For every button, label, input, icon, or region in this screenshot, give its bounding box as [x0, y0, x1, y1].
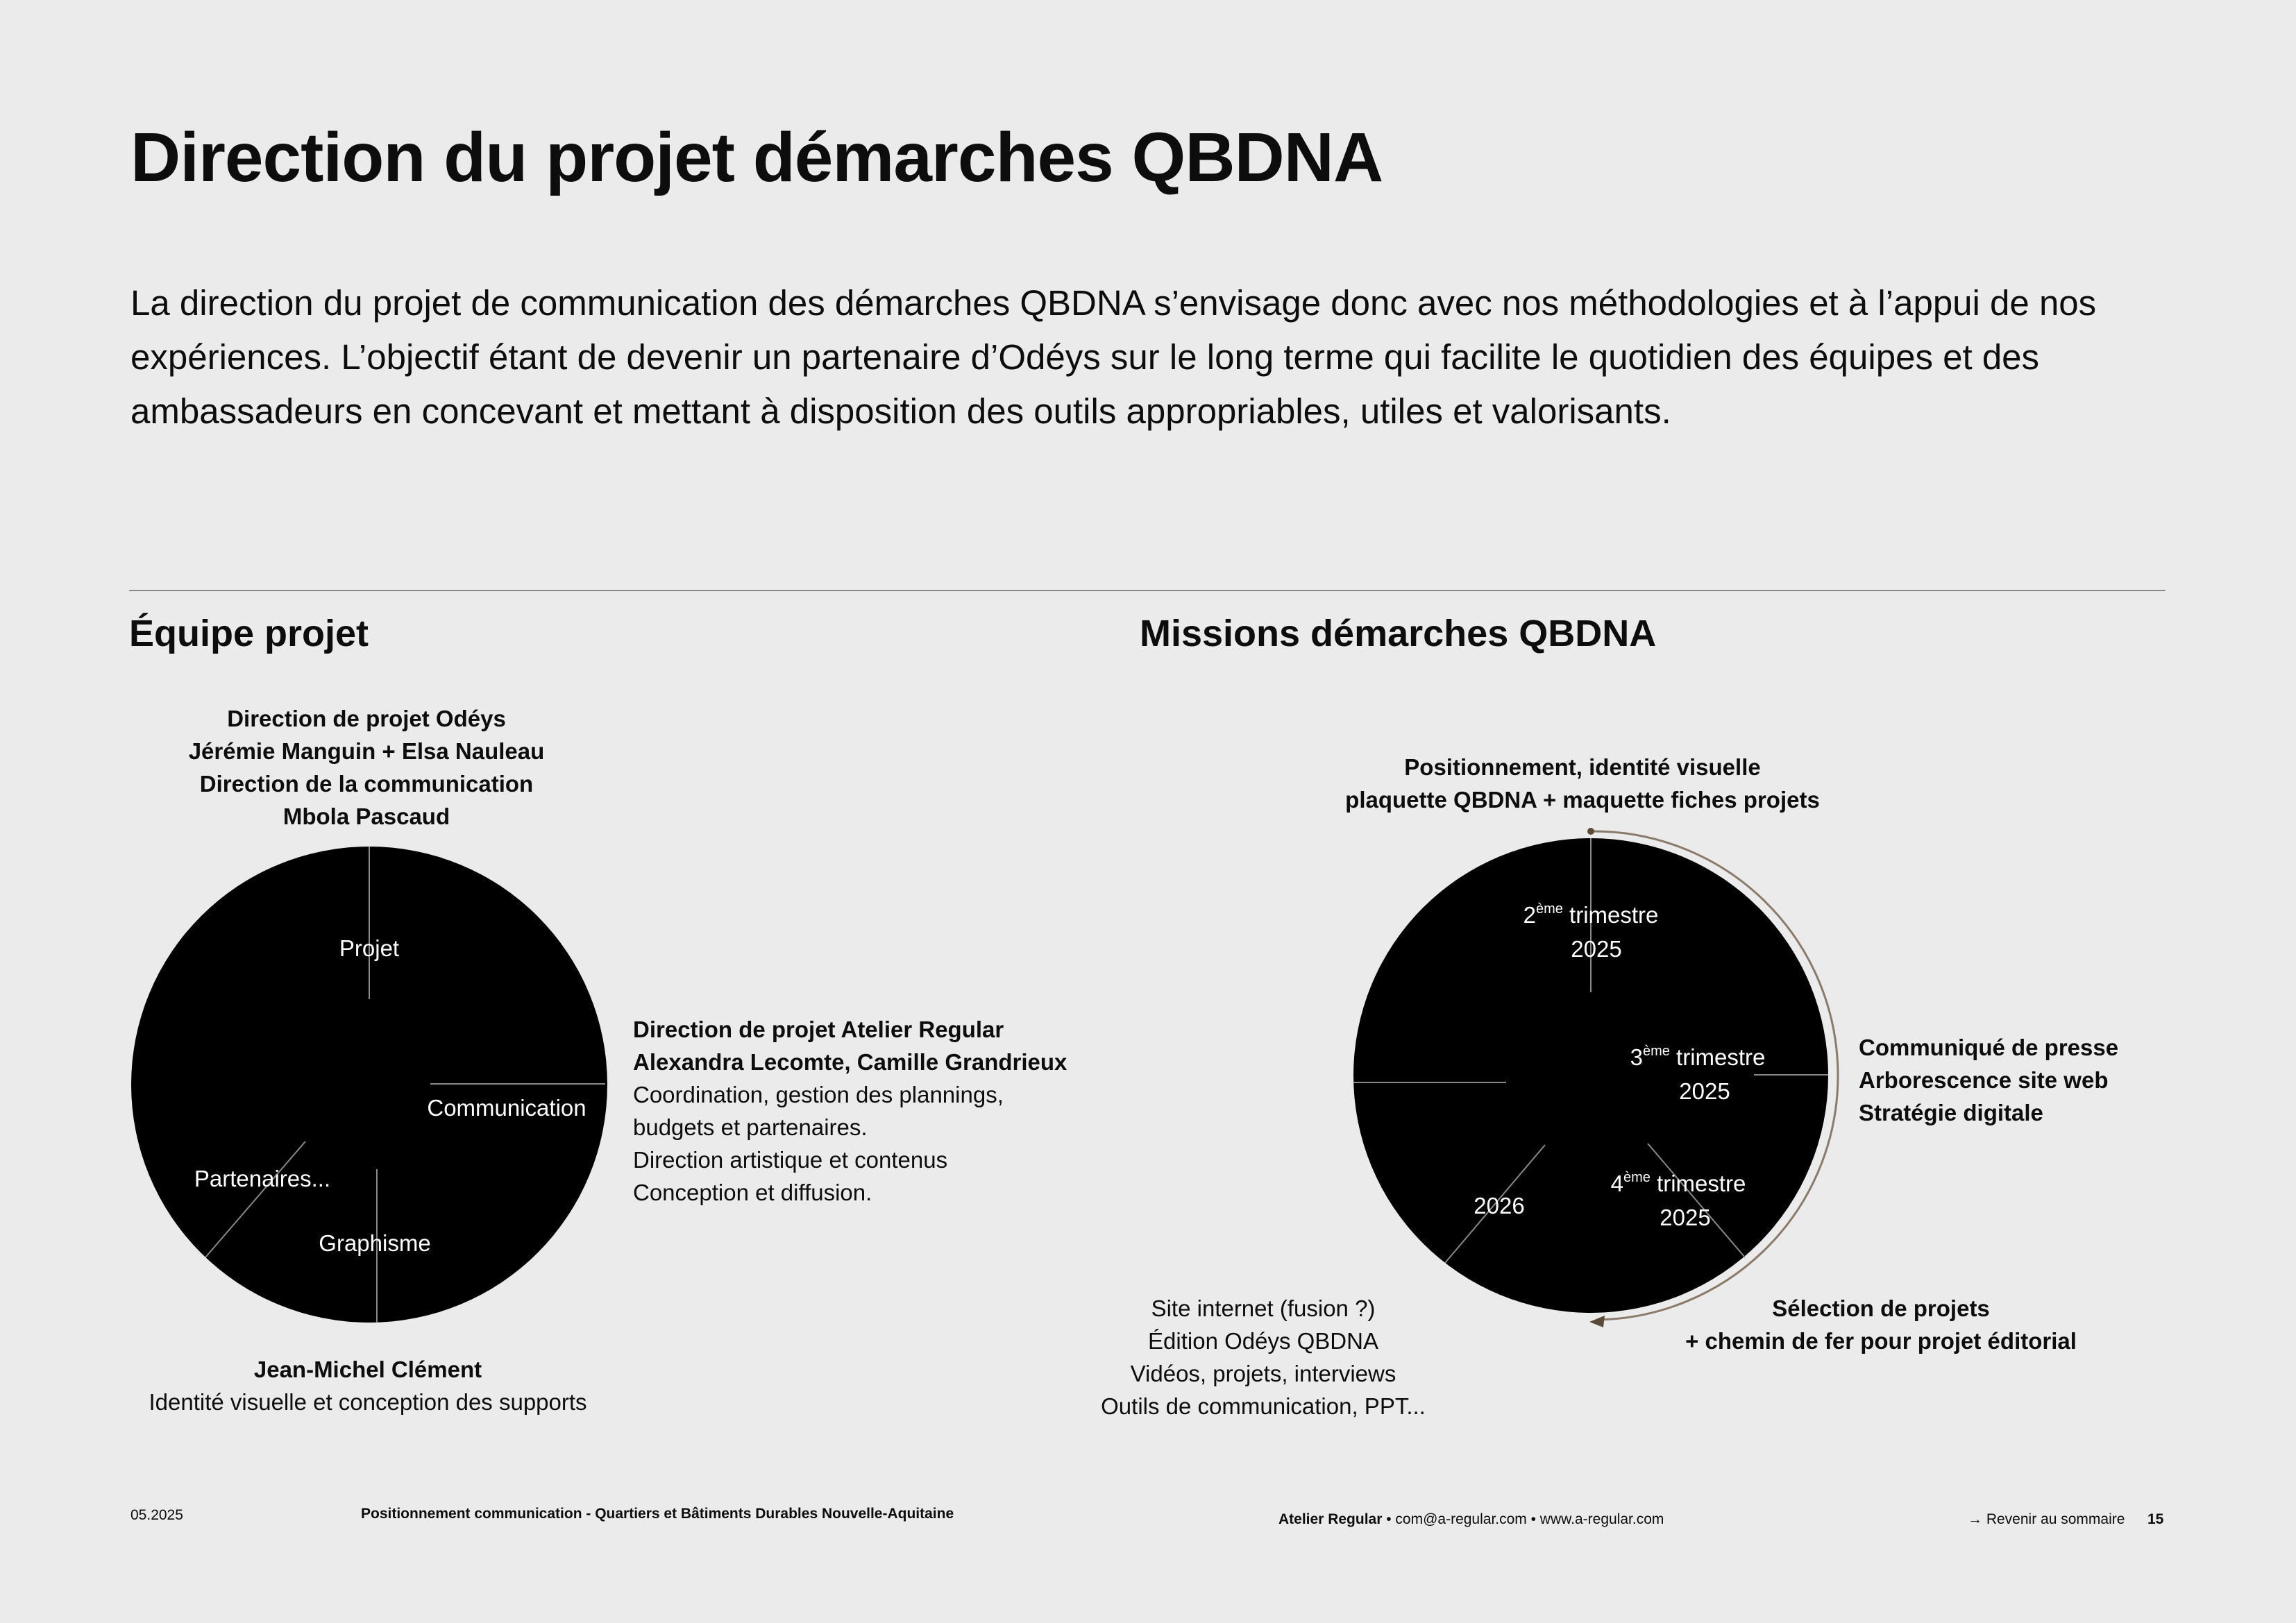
pie-label-communication: Communication: [427, 1095, 586, 1121]
missions-bottom-left-line3: Vidéos, projets, interviews: [1130, 1361, 1396, 1386]
back-to-summary-link[interactable]: → Revenir au sommaire: [1968, 1511, 2125, 1527]
missions-heading: Missions démarches QBDNA: [1140, 613, 1657, 654]
team-right-line4: budgets et partenaires.: [633, 1114, 868, 1140]
missions-bottom-left-line2: Édition Odéys QBDNA: [1148, 1328, 1378, 1354]
team-top-line3: Direction de la communication: [199, 771, 534, 797]
pie-label-graphisme: Graphisme: [319, 1230, 431, 1256]
timeline-start-dot: [1587, 828, 1594, 835]
missions-top-block: [1319, 751, 1846, 816]
page-title: Direction du projet démarches QBDNA: [130, 119, 1383, 196]
team-top-line2: Jérémie Manguin + Elsa Nauleau: [188, 738, 545, 764]
team-pie: [131, 847, 607, 1323]
missions-bottom-right-block: [1652, 1292, 2110, 1357]
missions-bottom-left-block: [1083, 1292, 1444, 1422]
pie-label-q4: 4ème trimestre: [1610, 1170, 1746, 1196]
pie-label-partenaires: Partenaires...: [194, 1166, 331, 1191]
team-right-line1: Direction de projet Atelier Regular: [633, 1017, 1004, 1042]
team-bottom-role: Identité visuelle et conception des supports: [149, 1389, 587, 1415]
missions-top-line2: plaquette QBDNA + maquette fiches projets: [1345, 787, 1820, 813]
timeline-arrow-icon: [1589, 1316, 1605, 1327]
team-top-line4: Mbola Pascaud: [282, 804, 450, 829]
team-right-line3: Coordination, gestion des plannings,: [633, 1082, 1004, 1107]
team-right-line2: Alexandra Lecomte, Camille Grandrieux: [633, 1049, 1067, 1075]
intro-paragraph: La direction du projet de communication des démarches QBDNA s’envisage donc avec nos méthodologies et à l’appui de nos expériences. L’objectif étant de devenir un partenaire d’Odéys sur le long terme qui facilite le quotidien des équipes et des ambassadeurs en concevant et mettant à disposition des outils appropriables, utiles et valorisants.: [130, 283, 2097, 431]
footer-date: 05.2025: [130, 1507, 183, 1523]
pie-label-q2: 2ème trimestre: [1523, 901, 1659, 928]
team-bottom-block: [139, 1353, 597, 1418]
pie-label-2026: 2026: [1474, 1193, 1525, 1218]
missions-bottom-left-line4: Outils de communication, PPT...: [1101, 1393, 1426, 1419]
missions-bottom-left-line1: Site internet (fusion ?): [1151, 1295, 1376, 1321]
team-right-block: [633, 1013, 1067, 1209]
team-top-block: [158, 702, 575, 833]
footer-studio: [1278, 1511, 1664, 1528]
missions-right-block: [1859, 1031, 2118, 1129]
missions-right-line3: Stratégie digitale: [1859, 1100, 2043, 1125]
page-number: 15: [2147, 1511, 2164, 1527]
missions-right-line1: Communiqué de presse: [1859, 1035, 2119, 1060]
team-right-line5: Direction artistique et contenus: [633, 1147, 948, 1173]
footer-document-title: Positionnement communication - Quartiers et Bâtiments Durables Nouvelle-Aquitaine: [361, 1506, 954, 1522]
missions-bottom-right-line1: Sélection de projets: [1772, 1295, 1990, 1321]
team-right-line6: Conception et diffusion.: [633, 1180, 872, 1205]
missions-pie: [1353, 828, 1838, 1327]
pie-label-q3: 3ème trimestre: [1630, 1044, 1766, 1070]
footer-contact[interactable]: • com@a-regular.com • www.a-regular.com: [1382, 1511, 1664, 1527]
team-top-line1: Direction de projet Odéys: [227, 706, 506, 731]
pie-label-q2-year: 2025: [1571, 936, 1622, 962]
team-bottom-name: Jean-Michel Clément: [253, 1357, 482, 1382]
missions-top-line1: Positionnement, identité visuelle: [1404, 754, 1761, 780]
pie-label-projet: Projet: [339, 935, 400, 961]
pie-label-q3-year: 2025: [1679, 1078, 1730, 1104]
footer-studio-name: Atelier Regular: [1278, 1511, 1383, 1527]
pie-label-q4-year: 2025: [1660, 1205, 1711, 1230]
missions-bottom-right-line2: + chemin de fer pour projet éditorial: [1685, 1328, 2077, 1354]
missions-right-line2: Arborescence site web: [1859, 1067, 2109, 1093]
team-heading: Équipe projet: [129, 613, 369, 654]
